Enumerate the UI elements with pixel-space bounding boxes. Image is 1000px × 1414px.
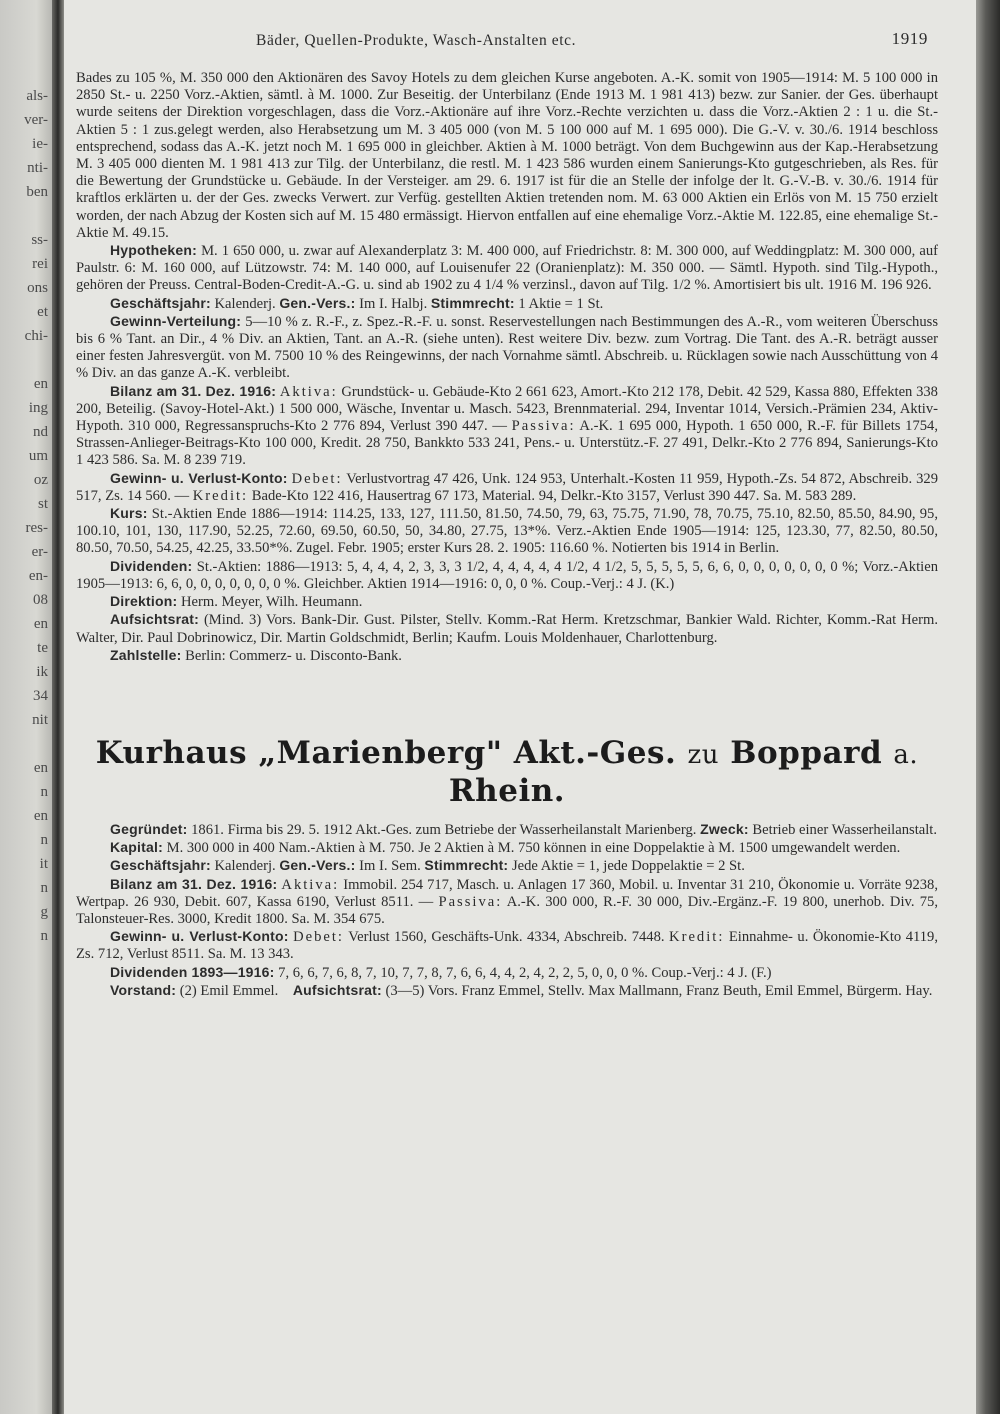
margin-fragment: als- — [26, 88, 48, 104]
aufsichtsrat-text: (Mind. 3) Vors. Bank-Dir. Gust. Pilster, Stellv. Komm.-Rat Herm. Kretzschmar, Bankier Wald. Richter, Komm.-Rat Herm. Walter, Dir. Paul Dobrinowicz, Dir. Martin Goldschmidt, Berlin; Kaufm. Louis Moldenhauer, Charlottenburg. — [76, 612, 938, 646]
guv-entry — [76, 470, 938, 505]
geschaeftsjahr2-entry — [76, 857, 938, 875]
kapital-entry — [76, 839, 938, 857]
margin-fragment: oz — [33, 472, 48, 488]
zahlstelle-entry — [76, 647, 938, 665]
direktion-entry — [76, 593, 938, 611]
company-river: Rhein. — [448, 772, 566, 809]
geschaeftsjahr2-text: Kalenderj. — [214, 858, 276, 875]
margin-fragment: en — [33, 808, 48, 824]
margin-fragment: en- — [28, 568, 48, 584]
margin-fragment: en — [33, 376, 48, 392]
previous-page-text-fragments — [0, 0, 52, 948]
stimmrecht-label: Stimmrecht: — [430, 294, 515, 311]
guv-label: Gewinn- u. Verlust-Konto: — [110, 469, 288, 486]
margin-fragment: ing — [28, 400, 48, 416]
geschaeftsjahr-entry — [76, 295, 938, 313]
company-name: Kurhaus „Marienberg" Akt.-Ges. — [95, 734, 677, 771]
margin-fragment: te — [37, 640, 48, 656]
geschaeftsjahr-label: Geschäftsjahr: — [110, 294, 211, 311]
company-heading — [76, 735, 938, 809]
debet2-word: Debet: — [293, 929, 344, 946]
bilanz2-label: Bilanz am 31. Dez. 1916: — [110, 875, 278, 892]
hypotheken-text: M. 1 650 000, u. zwar auf Alexanderplatz 3: M. 400 000, auf Friedrichstr. 8: M. 300 000, auf Weddingplatz: M. 300 000, auf Paulstr. 6: M. 160 000, auf Lützowstr. 74: M. 140 000, auf Louisenufer 22 (Oranienplatz): M. 350 000. — Sämtl. Hypoth. sind Tilg.-Hypoth., gehören der Preuss. Central-Boden-Credit-A.-G. u. sind ab 1902 zu 4 1/4 % verzinsl., davon auf Tilg. 1/2 %. Amortisiert bis ult. 1916 M. 196 926. — [76, 243, 938, 294]
margin-fragment: en — [33, 616, 48, 632]
page-content — [76, 30, 938, 1000]
guv-kredit-text: Bade-Kto 122 416, Hausertrag 67 173, Material. 94, Delkr.-Kto 3157, Verlust 390 447. Sa. M. 583 289. — [251, 487, 857, 504]
margin-fragment: ons — [27, 280, 48, 296]
margin-fragment: ss- — [31, 232, 48, 248]
genvers-label: Gen.-Vers.: — [279, 294, 356, 311]
passiva2-word: Passiva: — [438, 893, 503, 910]
margin-fragment: n — [40, 880, 48, 896]
bilanz-entry — [76, 383, 938, 470]
guv2-kredit-text: Einnahme- u. Ökonomie-Kto 4119, Zs. 712, Verlust 8511. Sa. M. 13 343. — [76, 929, 938, 963]
bilanz2-passiva-text: A.-K. 300 000, R.-F. 30 000, Div.-Ergänz.-F. 19 800, unerhob. Div. 75, Talonsteuer-Res. 3000, Kredit 1800. Sa. M. 354 675. — [76, 893, 938, 927]
gewinn-verteilung-entry — [76, 313, 938, 383]
margin-fragment — [2, 732, 48, 756]
kurs-entry — [76, 505, 938, 558]
margin-fragment: it — [39, 856, 48, 872]
dividenden2-text: 7, 6, 6, 7, 6, 8, 7, 10, 7, 7, 8, 7, 6, 6, 4, 4, 2, 4, 2, 2, 5, 0, 0, 0 %. Coup.-Verj.: 4 J. (F.) — [278, 964, 772, 981]
bilanz-aktiva-text: Grundstück- u. Gebäude-Kto 2 661 623, Amort.-Kto 212 178, Debit. 42 529, Kassa 880, Effekten 338 200, Beteilig. (Savoy-Hotel-Akt.) 1 500 000, Wäsche, Inventar u. Masch. 5423, Brennmaterial. 294, Inventar 1014, Versich.-Prämien 234, Aktiv-Hypoth. 310 000, Regressanspruchs-Kto 2 776 894, Verlust 390 447. — — [76, 383, 938, 435]
company-place: Boppard — [730, 734, 883, 771]
margin-fragment: n — [40, 832, 48, 848]
aufsichtsrat2-label: Aufsichtsrat: — [292, 981, 382, 998]
gewinn-verteilung-text: 5—10 % z. R.-F., z. Spez.-R.-F. u. sonst. Reservestellungen nach Bestimmungen des A.-R., vom weiteren Überschuss bis 6 % Tant. an Dir., 4 % Div. an Aktien, Tant. an A.-R. (siehe unten). Rest weitere Div. bezw. zum Vortrag. Die Tant. des A.-R. beträgt ausser einer festen Jahresvergüt. von M. 7500 10 % des Reingewinns, der nach Vornahme sämtl. Abschreib. u. Rücklagen sowie nach Ausschüttung von 4 % Div. an das ganze A.-K. verbleibt. — [76, 313, 939, 382]
kapital-text: M. 300 000 in 400 Nam.-Aktien à M. 750. Je 2 Aktien à M. 750 können in eine Doppelaktie à M. 1500 umgewandelt werden. — [166, 840, 901, 857]
aktiva2-word: Aktiva: — [281, 876, 340, 893]
book-gutter — [52, 0, 64, 1414]
kredit2-word: Kredit: — [669, 929, 725, 946]
zweck-text: Betrieb einer Wasserheilanstalt. — [752, 821, 937, 838]
margin-fragment: et — [37, 304, 48, 320]
genvers2-label: Gen.-Vers.: — [279, 857, 356, 874]
margin-fragment: n — [40, 928, 48, 944]
margin-fragment: chi- — [24, 328, 48, 344]
kapital-label: Kapital: — [110, 839, 163, 856]
dividenden2-entry — [76, 964, 938, 982]
bilanz-label: Bilanz am 31. Dez. 1916: — [110, 382, 277, 399]
debet-word: Debet: — [291, 470, 343, 487]
kurs-label: Kurs: — [110, 505, 148, 522]
stimmrecht2-label: Stimmrecht: — [424, 857, 509, 874]
margin-fragment: er- — [31, 544, 48, 560]
direktion-text: Herm. Meyer, Wilh. Heumann. — [181, 594, 363, 611]
aktiva-word: Aktiva: — [279, 383, 338, 400]
vorstand-text: (2) Emil Emmel. — [179, 982, 279, 999]
bilanz-passiva-text: A.-K. 1 695 000, Hypoth. 1 650 000, R.-F. für Billets 1754, Strassen-Anlieger-Beitrags-Kto 100 000, Kredit. 28 750, Bankkto 533 241, Pens.- u. Unterstütz.-F. 27 491, Delkr.-Kto 2 776 894, Sanierungs-Kto 1 423 586. Sa. M. 8 239 719. — [76, 418, 938, 469]
dividenden-text: St.-Aktien: 1886—1913: 5, 4, 4, 4, 2, 3, 3, 3 1/2, 4, 4, 4, 4, 4 1/2, 4 1/2, 5, 5, 5, 5, 5, 6, 6, 0, 0, 0, 0, 0, 0, 0 %; Vorz.-Aktien 1905—1913: 6, 6, 0, 0, 0, 0, 0, 0, 0 %. Gleichber. Aktien 1914—1916: 0, 0, 0 %. Coup.-Verj.: 4 J. (K.) — [76, 558, 938, 592]
stimmrecht2-text: Jede Aktie = 1, jede Doppelaktie = 2 St. — [511, 858, 745, 875]
genvers2-text: Im I. Sem. — [359, 858, 421, 875]
bilanz2-entry — [76, 876, 938, 929]
gegruendet-label: Gegründet: — [110, 820, 188, 837]
vorstand-label: Vorstand: — [110, 981, 177, 998]
previous-page-edge — [0, 0, 52, 1414]
genvers-text: Im I. Halbj. — [359, 295, 428, 312]
margin-fragment: ver- — [24, 112, 48, 128]
gegruendet-entry — [76, 821, 938, 839]
dividenden2-label: Dividenden 1893—1916: — [110, 963, 275, 980]
dividenden-entry — [76, 558, 938, 593]
aufsichtsrat-entry — [76, 611, 938, 646]
dividenden-label: Dividenden: — [110, 557, 193, 574]
savoy-intro-paragraph: Bades zu 105 %, M. 350 000 den Aktionären des Savoy Hotels zu dem gleichen Kurse angeboten. A.-K. somit von 1905—1914: M. 5 100 000 in 2850 St.- u. 2250 Vorz.-Aktien, sämtl. à M. 1000. Zur Beseitig. der Unterbilanz (Ende 1913 M. 1 981 413) bezw. zur Sanier. der Ges. überhaupt wurde seitens der Direktion vorgeschlagen, dass die Vorz.-Aktionäre auf ihre Vorz.-Rechte verzichten u. dass die Vorz.-Aktien 2 : 1 u. die St.-Aktien 5 : 1 zus.gelegt werden, also Herabsetzung um M. 3 405 000 (von M. 5 100 000 auf M. 1 695 000). Die G.-V. v. 30./6. 1914 beschloss entsprechend, sodass das A.-K. jetzt noch M. 1 695 000 in gleichber. Aktien à M. 1000 beträgt. Von dem Buchgewinn aus der Kap.-Herabsetzung M. 3 405 000 dienten M. 1 981 413 zur Tilg. der Unterbilanz, die restl. M. 1 423 586 wurden einem Sanierungs-Kto gutgeschrieben, als Res. für die Bewertung der Grundstücke u. Gebäude. In der Versteiger. am 29. 6. 1917 ist für die an Stelle der infolge der lt. G.-V.-B. v. 30./6. 1914 für kraftlos erklärten u. der der Ges. zwecks Verwert. zur Verfüg. gestellten Aktien tretenden nom. M. 63 000 Aktien ein Erlös von M. 15 750 erzielt worden, der nach Abzug der Kosten sich auf M. 15 480 ermässigt. Hiervon entfallen auf eine ehemalige Vorz.-Aktie M. 122.85, eine ehemalige St.-Aktie M. 49.15. — [76, 70, 938, 241]
running-head — [76, 30, 938, 56]
company-zu: zu — [687, 739, 719, 770]
zweck-label: Zweck: — [700, 820, 749, 837]
guv2-label: Gewinn- u. Verlust-Konto: — [110, 928, 289, 945]
page-number: 1919 — [891, 29, 928, 48]
margin-fragment — [2, 204, 48, 228]
kredit-word: Kredit: — [192, 487, 249, 504]
margin-fragment: g — [40, 904, 48, 920]
aufsichtsrat-label: Aufsichtsrat: — [110, 611, 199, 628]
margin-fragment: nti- — [27, 160, 48, 176]
margin-fragment: 34 — [33, 688, 48, 704]
vorstand-entry — [76, 982, 938, 1000]
margin-fragment: en — [33, 760, 48, 776]
zahlstelle-text: Berlin: Commerz- u. Disconto-Bank. — [185, 647, 402, 664]
geschaeftsjahr2-label: Geschäftsjahr: — [110, 857, 211, 874]
bilanz2-aktiva-text: Immobil. 254 717, Masch. u. Anlagen 17 360, Mobil. u. Inventar 31 210, Ökonomie u. Vorräte 9238, Wertpap. 26 930, Debit. 607, Kassa 6190, Verlust 8511. — — [76, 876, 938, 910]
margin-fragment: rei — [32, 256, 48, 272]
hypotheken-label: Hypotheken: — [110, 242, 197, 259]
margin-fragment: nd — [33, 424, 48, 440]
kurs-text: St.-Aktien Ende 1886—1914: 114.25, 133, 127, 111.50, 81.50, 74.50, 79, 63, 75.75, 71.90, 78, 70.75, 75.10, 82.50, 85.50, 84.90, 95, 100.10, 101, 130, 117.90, 52.25, 72.60, 69.50, 60.50, 50, 34.80, 27.75, 13*%. Verz.-Aktien Ende 1905—1914: 125, 123.30, 77, 82.50, 80.50, 80.50, 70.50, 54.25, 42.25, 33.50*%. Zugel. Febr. 1905; erster Kurs 28. 2. 1905: 116.60 %. Notierten bis 1914 in Berlin. — [76, 506, 938, 557]
page-right-edge — [976, 0, 1000, 1414]
passiva-word: Passiva: — [511, 418, 576, 435]
margin-fragment: ik — [36, 664, 48, 680]
guv2-entry — [76, 928, 938, 963]
margin-fragment: res- — [25, 520, 48, 536]
aufsichtsrat2-text: (3—5) Vors. Franz Emmel, Stellv. Max Mallmann, Franz Beuth, Emil Emmel, Bürgerm. Hay. — [385, 982, 933, 999]
margin-fragment: n — [40, 784, 48, 800]
margin-fragment: um — [28, 448, 48, 464]
guv2-debet-text: Verlust 1560, Geschäfts-Unk. 4334, Abschreib. 7448. — [348, 929, 665, 946]
margin-fragment: st — [37, 496, 48, 512]
hypotheken-entry — [76, 242, 938, 295]
margin-fragment: nit — [32, 712, 48, 728]
gewinn-verteilung-label: Gewinn-Verteilung: — [110, 312, 242, 329]
guv-debet-text: Verlustvortrag 47 426, Unk. 124 953, Unterhalt.-Kosten 11 959, Hypoth.-Zs. 54 872, Abschreib. 329 517, Zs. 14 560. — — [76, 470, 938, 504]
running-head-title: Bäder, Quellen-Produkte, Wasch-Anstalten etc. — [256, 32, 577, 49]
margin-fragment — [2, 348, 48, 372]
gegruendet-text: 1861. Firma bis 29. 5. 1912 Akt.-Ges. zum Betriebe der Wasserheilanstalt Marienberg. — [191, 821, 697, 838]
geschaeftsjahr-text: Kalenderj. — [214, 295, 276, 312]
stimmrecht-text: 1 Aktie = 1 St. — [518, 295, 604, 312]
margin-fragment: 08 — [33, 592, 48, 608]
zahlstelle-label: Zahlstelle: — [110, 646, 182, 663]
company-a: a. — [893, 739, 919, 770]
margin-fragment: ie- — [32, 136, 48, 152]
margin-fragment: ben — [26, 184, 48, 200]
direktion-label: Direktion: — [110, 593, 178, 610]
document-page — [64, 0, 976, 1414]
